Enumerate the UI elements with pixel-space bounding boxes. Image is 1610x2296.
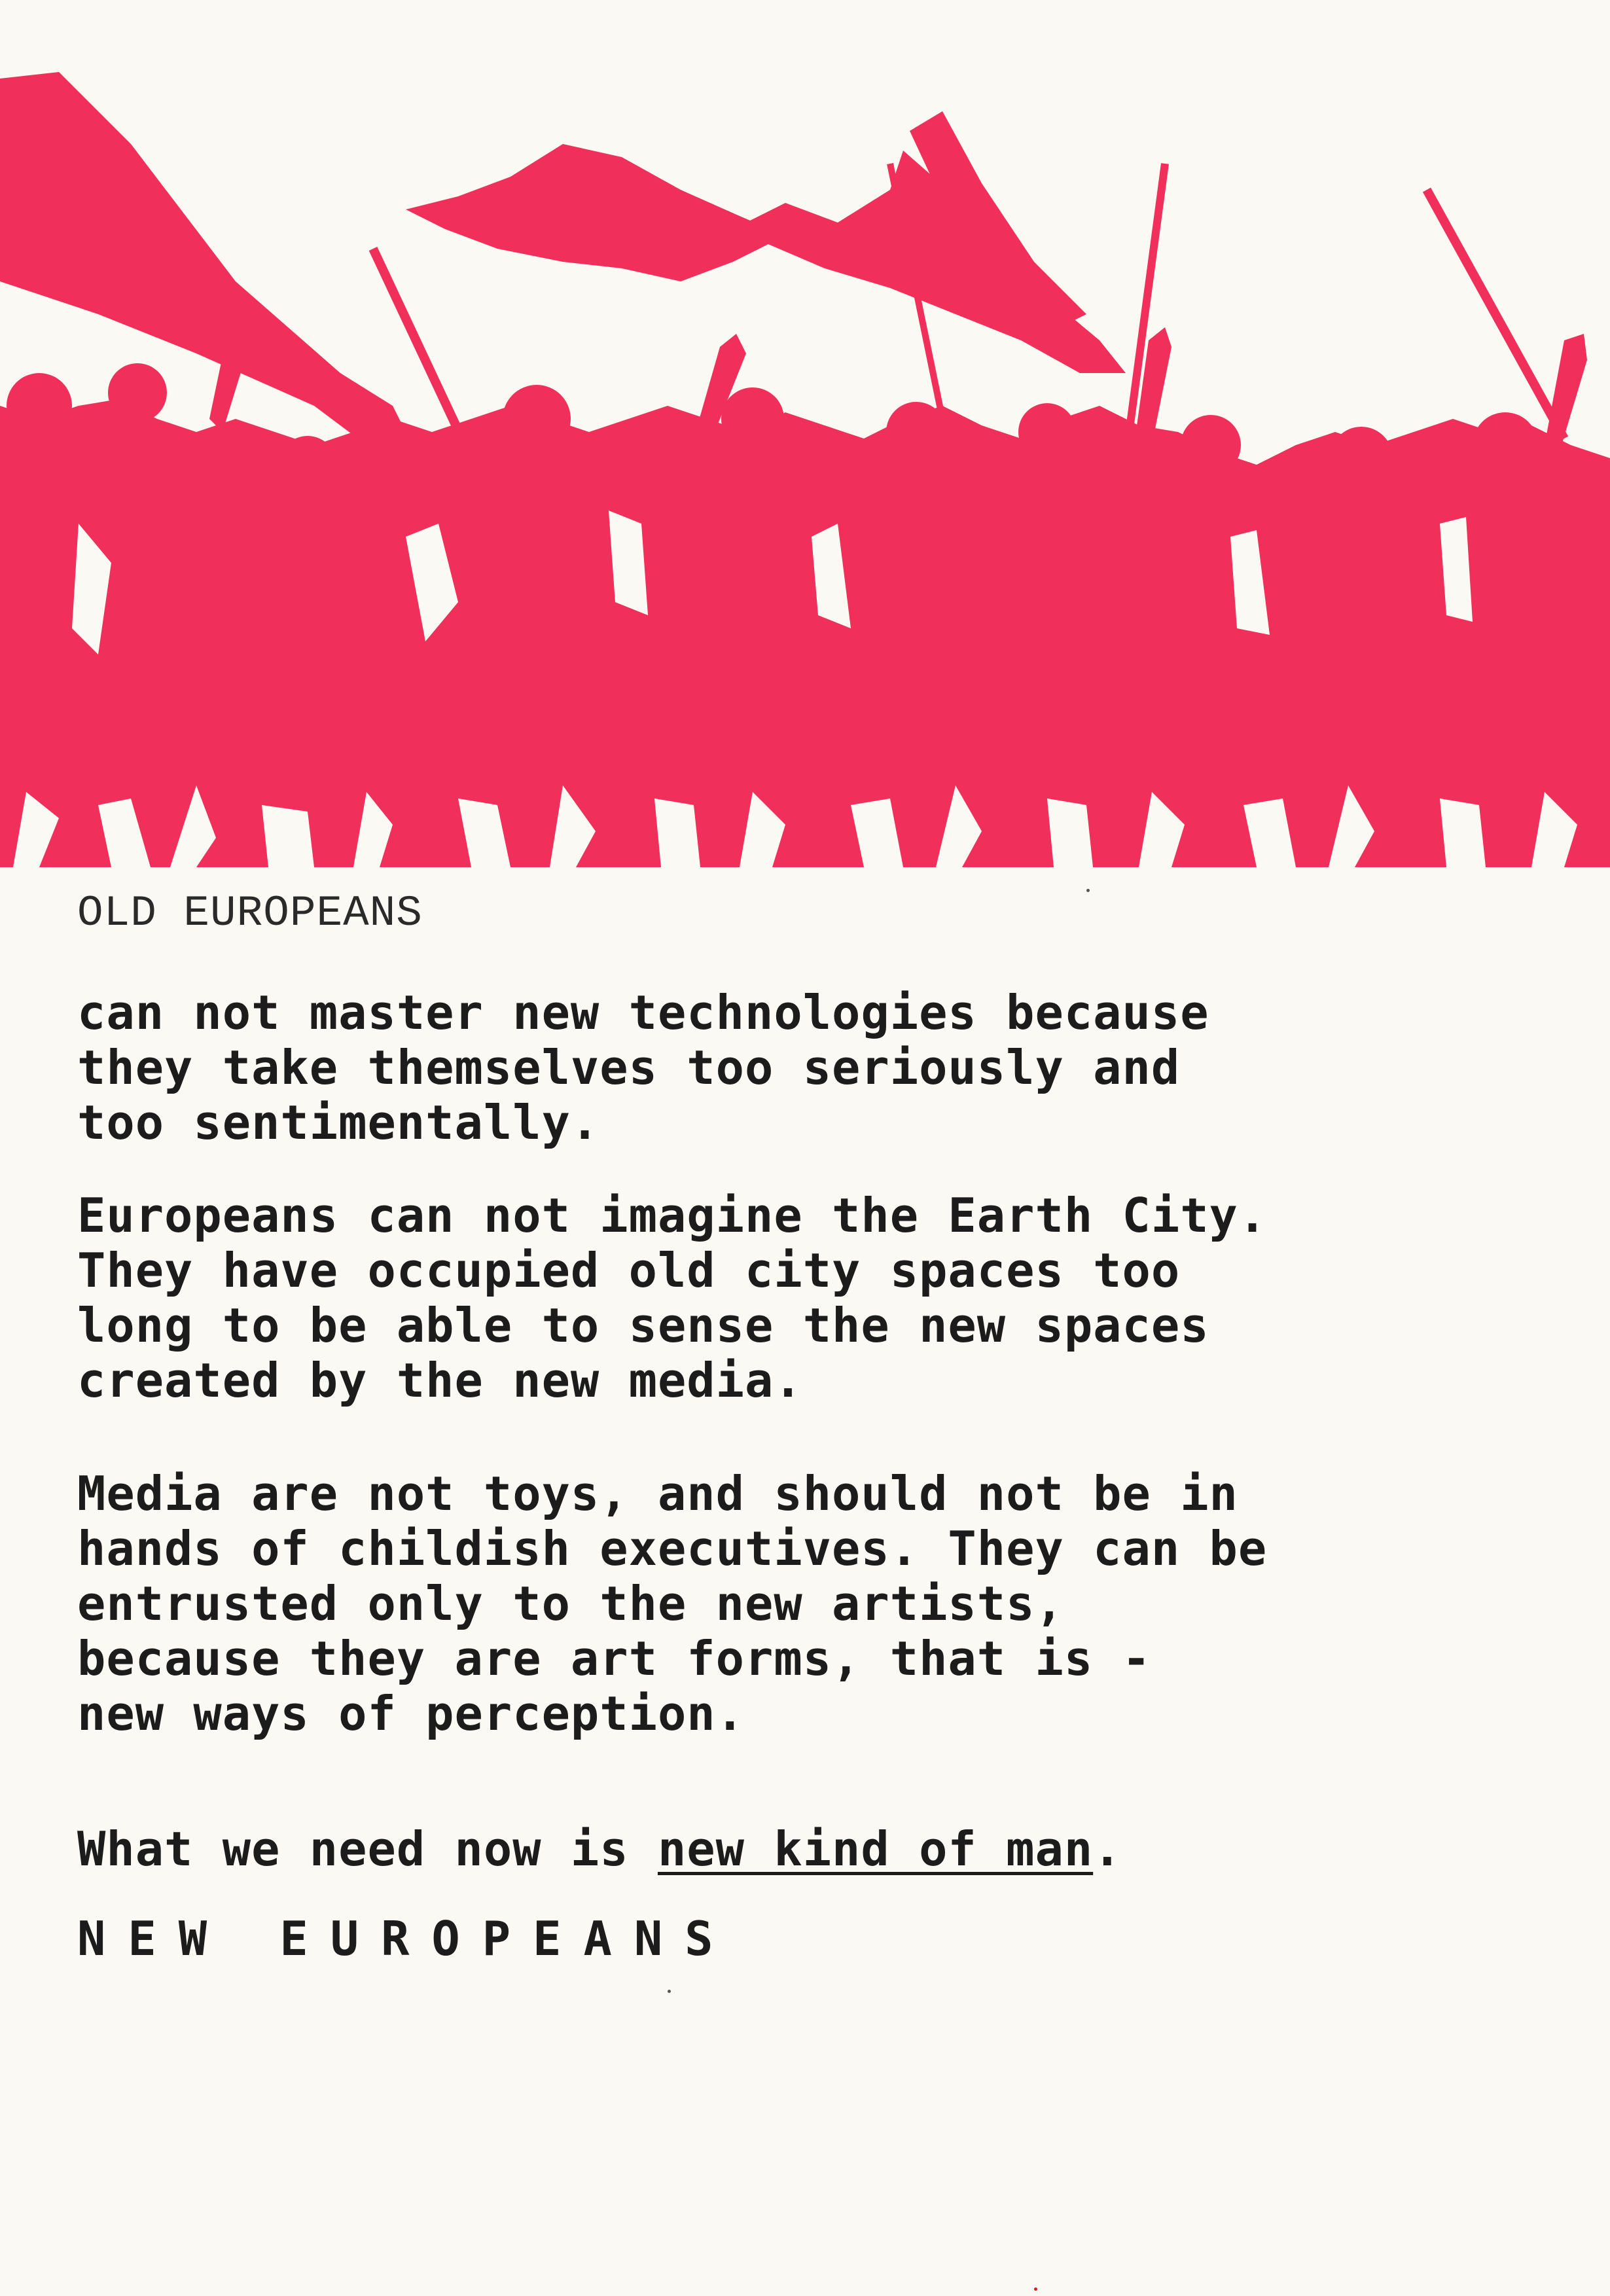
heading-old-europeans: OLD EUROPEANS — [77, 889, 423, 938]
paragraph-earth-city: Europeans can not imagine the Earth City. They have occupied old city spaces too long to be able to sense the new spaces created by the new media. — [77, 1188, 1268, 1408]
signature-new-europeans: NEW EUROPEANS — [77, 1911, 736, 1966]
marching-crowd-banner — [0, 65, 1610, 867]
paragraph-media: Media are not toys, and should not be in hands of childish executives. They can be entrusted only to the new artists, because they are art forms, that is - new ways of perception. — [77, 1466, 1268, 1741]
paper-speck — [1086, 889, 1090, 892]
marching-crowd-icon — [0, 65, 1610, 867]
closing-emphasis: new kind of man — [657, 1821, 1094, 1876]
paper-speck — [668, 1990, 671, 1993]
closing-suffix: . — [1093, 1821, 1122, 1876]
closing-prefix: What we need now is — [77, 1821, 658, 1876]
closing-statement — [77, 1821, 1122, 1876]
paragraph-technologies: can not master new technologies because they take themselves too seriously and too sentimentally. — [77, 985, 1209, 1150]
paper-speck — [1034, 2287, 1037, 2291]
